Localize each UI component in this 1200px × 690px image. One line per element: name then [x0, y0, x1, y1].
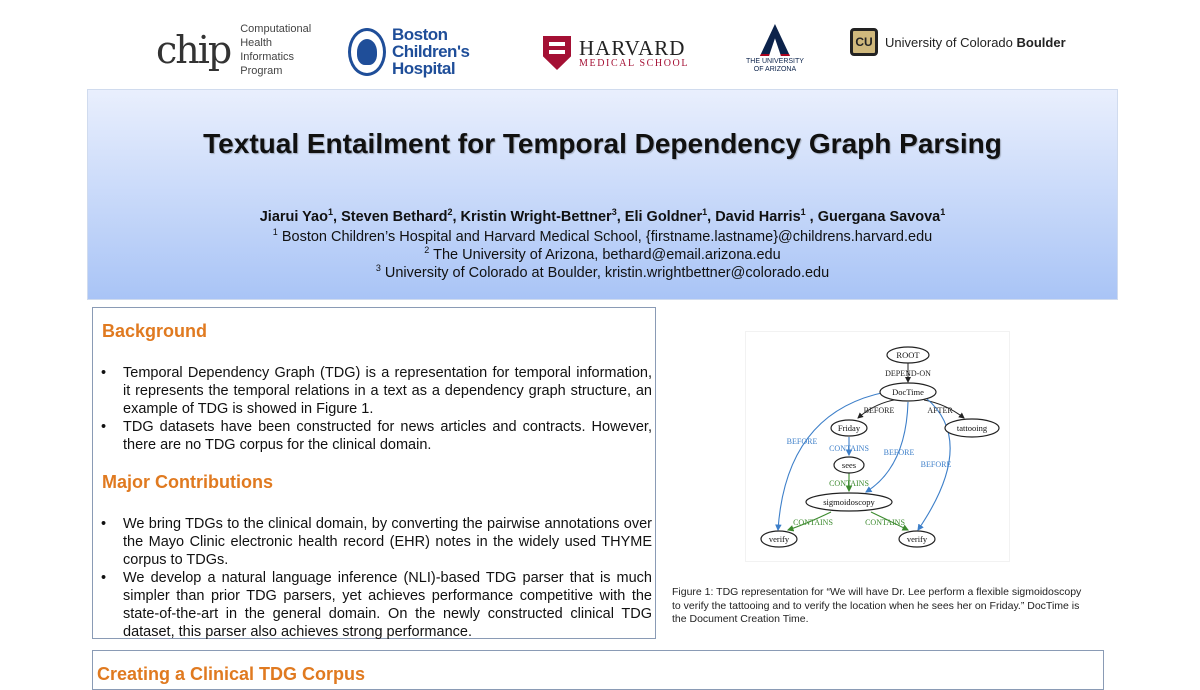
arizona-logo: [746, 24, 804, 74]
node-verify-left: verify: [768, 534, 790, 544]
bch-logo-line: Hospital: [392, 59, 456, 78]
node-verify-right: verify: [906, 534, 928, 544]
harvard-shield-icon: [543, 36, 571, 70]
harvard-logo-line2: MEDICAL SCHOOL: [579, 57, 690, 69]
label-depend-on: DEPEND-ON: [885, 369, 931, 378]
author-name: David Harris: [715, 208, 801, 225]
label-before: BEFORE: [883, 448, 915, 457]
contributions-heading: Major Contributions: [102, 472, 273, 492]
harvard-logo-text: [579, 35, 690, 69]
label-before: BEFORE: [786, 437, 818, 446]
bch-logo-text: [392, 26, 469, 77]
list-item: • Temporal Dependency Graph (TDG) is a representation for temporal information, it represents the temporal relations in a text as a dependency graph structure, an example of TDG is showed in Figure 1.: [101, 364, 652, 418]
corpus-heading: Creating a Clinical TDG Corpus: [97, 664, 366, 684]
background-heading: Background: [102, 321, 208, 341]
author-sup: 1: [327, 207, 333, 217]
chip-logo-line: Informatics: [240, 51, 295, 63]
node-tattooing: tattooing: [956, 423, 988, 433]
bch-logo-line: Boston: [392, 25, 448, 44]
harvard-logo: [543, 36, 689, 70]
arizona-a-icon: [760, 24, 790, 56]
chip-logo-line: Program: [240, 65, 283, 77]
author-name: Kristin Wright-Bettner: [460, 208, 612, 225]
list-item: • We develop a natural language inference (NLI)-based TDG parser that is much simpler than prior TDG parsers, yet achieves performance competitive with the state-of-the-art in the general domain. On the newly constructed clinical TDG dataset, this parser also achieves strong performance.: [101, 569, 652, 641]
colorado-logo: [850, 28, 1066, 56]
node-friday: Friday: [837, 423, 861, 433]
chip-logo-mark: chip: [156, 28, 231, 72]
bch-seal-icon: [348, 28, 386, 76]
author-name: Jiarui Yao: [259, 208, 328, 225]
node-root: ROOT: [896, 350, 920, 360]
figure-caption: Figure 1: TDG representation for “We will have Dr. Lee perform a flexible sigmoidoscopy to verify the tattooing and to verify the location when he sees her on Friday.” DocTime is the Document Creation Time.: [672, 586, 1082, 625]
label-contains: CONTAINS: [829, 479, 869, 488]
bch-logo-line: Children's: [392, 42, 470, 61]
contributions-list: [101, 515, 652, 641]
poster-title: Textual Entailment for Temporal Dependency Graph Parsing: [203, 128, 1002, 159]
colorado-logo-name: University of Colorado: [885, 34, 1013, 50]
node-sigmoidoscopy: sigmoidoscopy: [823, 497, 875, 507]
label-contains: CONTAINS: [865, 518, 905, 527]
affiliation: [88, 227, 1117, 245]
author-name: Eli Goldner: [624, 208, 703, 225]
cu-emblem-icon: CU: [850, 28, 878, 56]
affiliation-text: Boston Children’s Hospital and Harvard Medical School, {firstname.lastname}@childrens.harvard.edu: [281, 228, 933, 245]
chip-logo-line: Computational: [240, 23, 312, 35]
chip-logo-text: [240, 22, 311, 78]
affiliation: [88, 245, 1117, 263]
affiliation-sup: 2: [424, 245, 430, 255]
left-column-panel: [92, 307, 656, 639]
colorado-logo-campus: Boulder: [1016, 34, 1066, 50]
author-sup: 1: [702, 207, 708, 217]
affiliation-sup: 1: [272, 227, 278, 237]
tdg-figure: [746, 332, 1009, 561]
harvard-logo-line1: HARVARD: [579, 35, 686, 60]
label-before: BEFORE: [920, 460, 952, 469]
author-name: Guergana Savova: [817, 208, 941, 225]
chip-logo: [156, 22, 311, 78]
list-item: • TDG datasets have been constructed for news articles and contracts. However, there are no TDG corpus for the clinical domain.: [101, 418, 652, 454]
colorado-logo-text: [885, 35, 1066, 50]
author-sup: 3: [611, 207, 617, 217]
list-item: • We bring TDGs to the clinical domain, by converting the pairwise annotations over the Mayo Clinic electronic health record (EHR) notes in the widely used THYME corpus to TDGs.: [101, 515, 652, 569]
label-contains: CONTAINS: [829, 444, 869, 453]
author-name: Steven Bethard: [341, 208, 448, 225]
title-banner: [87, 89, 1118, 300]
label-after: AFTER: [927, 406, 953, 415]
node-doctime: DocTime: [892, 387, 924, 397]
label-before: BEFORE: [863, 406, 895, 415]
background-list: [101, 364, 652, 454]
chip-logo-line: Health: [240, 37, 273, 49]
bottom-section-panel: [92, 650, 1104, 690]
affiliation-text: The University of Arizona, bethard@email.arizona.edu: [433, 246, 781, 263]
author-list: Jiarui Yao$^1$, Steven Bethard$^2$, Kristin Wright-Bettner$^3$, Eli Goldner$^1$, David Harris$^1$ , Guergana Savova$^1$: [259, 207, 946, 225]
arizona-logo-line: OF ARIZONA: [753, 66, 797, 73]
arizona-logo-text: [746, 58, 804, 74]
boston-childrens-logo: [348, 26, 469, 77]
author-sup: 1: [940, 207, 946, 217]
tdg-graph: [746, 332, 1009, 561]
affiliation-text: University of Colorado at Boulder, kristin.wrightbettner@colorado.edu: [384, 264, 830, 281]
affiliation: [88, 263, 1117, 281]
edge-before-sigmoidoscopy: [863, 402, 908, 492]
node-sees: sees: [841, 460, 857, 470]
author-sup: 2: [447, 207, 453, 217]
arizona-logo-line: THE UNIVERSITY: [746, 58, 804, 65]
affiliation-sup: 3: [375, 263, 381, 273]
author-sup: 1: [800, 207, 806, 217]
label-contains: CONTAINS: [793, 518, 833, 527]
